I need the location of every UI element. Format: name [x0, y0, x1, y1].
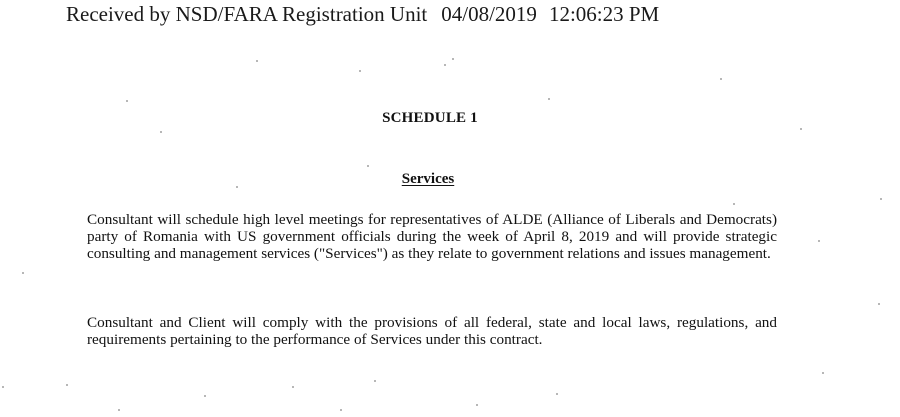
scan-speck — [340, 409, 342, 411]
scan-speck — [374, 380, 376, 382]
scan-speck — [444, 64, 446, 66]
scan-speck — [256, 60, 258, 62]
scan-speck — [118, 409, 120, 411]
scan-speck — [822, 372, 824, 374]
section-title: Services — [401, 171, 455, 187]
scan-speck — [2, 386, 4, 388]
received-by-text: Received by NSD/FARA Registration Unit — [66, 2, 428, 26]
received-time: 12:06:23 PM — [548, 2, 660, 26]
scan-speck — [22, 272, 24, 274]
scan-speck — [126, 100, 128, 102]
scan-speck — [292, 386, 294, 388]
scan-speck — [878, 303, 880, 305]
compliance-paragraph: Consultant and Client will comply with the provisions of all federal, state and local laws, regulations, and requirements pertaining to the performance of Services under this contract. — [87, 314, 777, 349]
scan-speck — [367, 165, 369, 167]
registration-stamp — [66, 0, 659, 28]
scan-speck — [66, 384, 68, 386]
scan-speck — [160, 131, 162, 133]
scan-speck — [548, 98, 550, 100]
scan-speck — [818, 240, 820, 242]
received-date: 04/08/2019 — [441, 2, 537, 26]
scan-speck — [204, 395, 206, 397]
scan-speck — [800, 128, 802, 130]
scan-speck — [476, 404, 478, 406]
scan-speck — [236, 186, 238, 188]
scan-speck — [880, 198, 882, 200]
schedule-title: SCHEDULE 1 — [382, 110, 478, 126]
scan-speck — [720, 78, 722, 80]
services-paragraph: Consultant will schedule high level meetings for representatives of ALDE (Alliance of Liberals and Democrats) party of Romania with US government officials during the week of April 8, 2019 and will provide strategic consulting and management services ("Services") as they relate to government relations and issues management. — [87, 211, 777, 263]
scan-speck — [733, 203, 735, 205]
scan-speck — [452, 58, 454, 60]
scan-speck — [359, 70, 361, 72]
scan-speck — [556, 393, 558, 395]
